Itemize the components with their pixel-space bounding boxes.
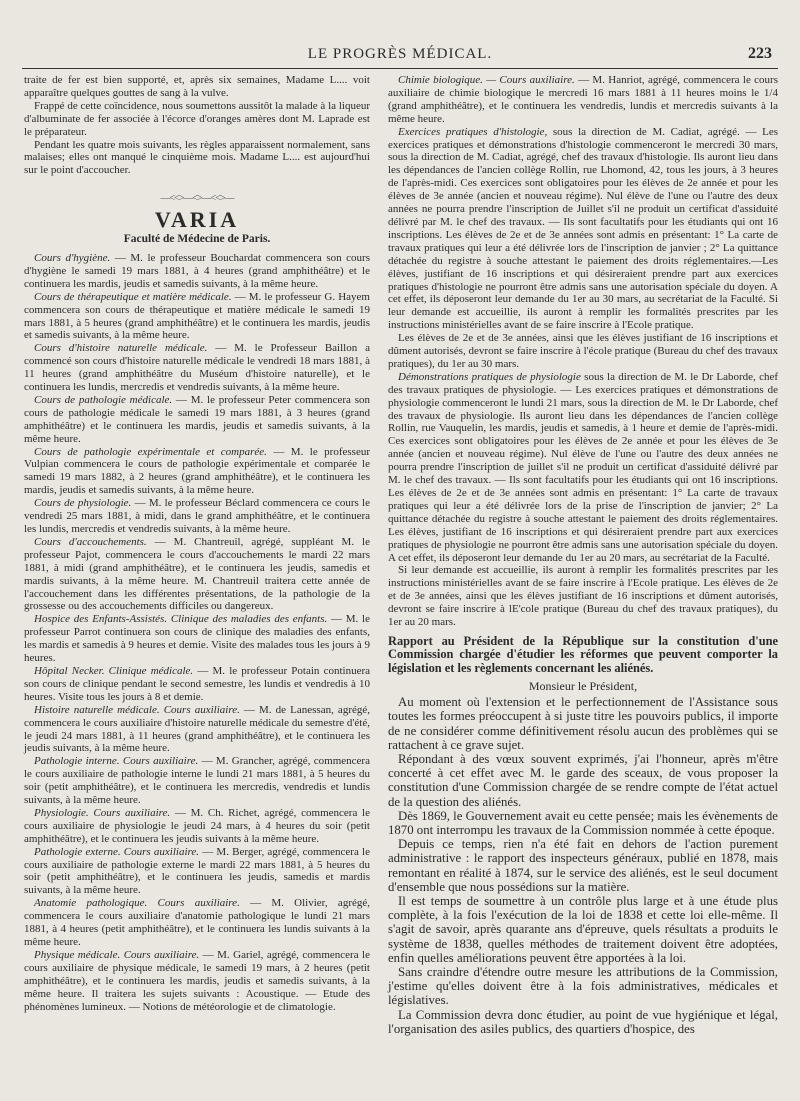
intro-paragraph: Pendant les quatre mois suivants, les règles apparaissent normalement, sans malaises; elles ont manqué le cinquième mois. Madame L.... est aujourd'hui sur le point d'accoucher. [24,138,370,177]
announcement-heading: Histoire naturelle médicale. Cours auxiliaire. [34,703,240,716]
announcement-paragraph [24,665,370,704]
announcement-paragraph [24,497,370,536]
report-paragraph: Il est temps de soumettre à un contrôle plus large et à une étude plus complète, à la fois l'exécution de la loi de 1838 et cette loi elle-même. Il s'agit de savoir, après quarante ans d'épreuve, quels résultats a produits le système de 1838, quelles méthodes de traitement doivent être adoptées, enfin quelles améliorations peuvent être apportées à la loi. [388,893,778,965]
section-subtitle: Faculté de Médecine de Paris. [123,233,271,246]
announcement-paragraph [24,342,370,394]
announcement-text: — M. le professeur Vulpian commencera le cours de pathologie expérimentale et comparée le samedi 19 mars 1882, à 2 heures (grand amphithéâtre), et le continuera les mardis, jeudis et samedis suivants, à la même heure. [24,445,370,497]
announcement-text: — M. Chantreuil, agrégé, suppléant M. le professeur Pajot, commencera le cours d'accouchements le mardi 22 mars 1881, à midi (grand amphithéâtre), et le continuera les jeudis, samedis et mardis suivants, à la même heure. M. Chantreuil traitera cette année de l'accouchement dans les différentes présentations, de la pathologie de la grossesse ou des accouchements difficiles ou dangereux. [24,535,370,613]
announcement-heading: Exercices pratiques d'histologie, [398,125,548,138]
announcement-heading: Cours de pathologie expérimentale et comparée. [34,445,267,458]
announcement-heading: Cours d'hygiène. [34,251,111,264]
announcement-heading: Pathologie interne. Cours auxiliaire. [34,755,199,768]
announcement-heading: Cours de physiologie. [34,497,132,510]
announcement-heading: Cours de pathologie médicale. [34,393,173,406]
announcement-heading: Hospice des Enfants-Assistés. Clinique des maladies des enfants. [34,613,328,626]
report-paragraph: Répondant à des vœux souvent exprimés, j'ai l'honneur, après m'être concerté à cet effet avec M. le garde des sceaux, de vous proposer la constitution d'une Commission chargée de se rendre compte de l'état actuel de la question des aliénés. [388,751,778,809]
announcement-heading: Anatomie pathologique. Cours auxiliaire. [34,897,240,910]
announcement-heading: Physique médicale. Cours auxiliaire. [34,948,200,961]
announcement-heading: Cours d'histoire naturelle médicale. [34,342,208,355]
announcement-heading: Démonstrations pratiques de physiologie [398,370,581,383]
right-column [388,74,778,1036]
announcement-text: — M. Hanriot, agrégé, commencera le cours auxiliaire de chimie biologique le mercredi 16 mars 1881 à 11 heures moins le 1/4 (grand amphithéâtre), et le continuera les vendredis, lundis et mercredis suivants à la même heure. [388,74,778,125]
report-salutation: Monsieur le Président, [528,679,638,694]
section-title: VARIA [154,207,240,233]
announcement-heading: Pathologie externe. Cours auxiliaire. [34,845,200,858]
announcement-text: — M. Grancher, agrégé, commencera le cours auxiliaire de pathologie interne le lundi 21 mars 1881, à 5 heures du soir (petit amphithéâtre), et le continuera les mercredis, vendredis et lundis suivants, à la même heure. [24,755,370,807]
announcement-paragraph [24,613,370,665]
announcement-text: — M. de Lanessan, agrégé, commencera le cours auxiliaire d'histoire naturelle médicale du semestre d'été, le jeudi 24 mars 1881, à 11 heures (grand amphithéâtre), et le continuera les jeudis suivants, à la même heure. [24,703,370,755]
announcement-text: — M. le professeur Béclard commencera ce cours le vendredi 25 mars 1881, à midi, dans le grand amphithéâtre, et le continuera les lundis, mercredis et vendredis suivants, à la même heure. [24,497,370,535]
announcement-paragraph [24,807,370,846]
intro-paragraph: traite de fer est bien supporté, et, après six semaines, Madame L.... voit apparaître quelques gouttes de sang à la vulve. [24,74,370,99]
announcement-paragraph [24,446,370,498]
announcement-text: — M. Ch. Richet, agrégé, commencera le cours auxiliaire de physiologie le jeudi 24 mars, à 4 heures du soir (petit amphithéâtre), et le continuera les jeudis suivants à la même heure. [24,806,370,845]
announcement-heading: Physiologie. Cours auxiliaire. [34,806,171,819]
report-paragraph: Depuis ce temps, rien n'a été fait en dehors de l'action purement administrative : le rapport des inspecteurs généraux, publié en 1878, mais remontant en réalité à 1874, sur le service des aliénés, est le seul document d'ensemble que nous possédions sur la matière. [388,837,778,894]
report-paragraph: Dès 1869, le Gouvernement avait eu cette pensée; mais les évènements de 1870 ont interrompu les travaux de la Commission nommée à cette époque. [388,808,778,837]
announcement-text: — M. Berger, agrégé, commencera le cours auxiliaire de pathologie externe le mardi 22 mars 1881, à 5 heures du soir (petit amphithéâtre), et le continuera les jeudis, samedis et mardis suivants, à la même heure. [24,845,370,897]
announcement-heading: Chimie biologique. — Cours auxiliaire. [398,74,575,86]
announcement-text: sous la direction de M. le Dr Laborde, chef des travaux pratiques de physiologie. — Les exercices pratiques et démonstrations de physiologie commenceront le lundi 21 mars, sous la direction de M. le Dr Laborde, chef des travaux de physiologie. Ils auront lieu dans les dépendances de l'ancien collège Rollin, rue Vauquelin, les mardis, jeudis et samedis, à 1 heure et demie de l'après-midi. Ces exercices sont obligatoires pour les élèves de 2e année et pour les élèves de 3e année (ancien et nouveau régime). Nul élève de l'une ou l'autre des deux années ne pourra prendre l'inscription de juillet s'il ne produit un certificat d'assiduité délivré par M. le chef des travaux. — Ils sont facultatifs pour les étudiants qui ont 16 inscriptions. Les élèves de 2e et de 3e années sont admis en présentant: 1° La carte de travaux pratiques qui leur a été délivrée lors de la prise de l'inscription de janvier; 2° La quittance détachée du registre à souche attestant le paiement des droits réglementaires. Les élèves, justifiant de 16 inscriptions et qui désireraient prendre part aux exercices pratiques de physiologie ne pourront être admis sans une autorisation spéciale du doyen. A cet effet, ils déposeront leur demande du 1er au 20 mars, au secrétariat de la Faculté. [388,370,778,564]
running-header [22,44,778,69]
announcement-text: — M. le professeur Potain continuera son cours de clinique pendant le second semestre, les lundis et vendredis à 10 heures. Visite tous les jours à 8 et demie. [24,664,370,703]
announcement-paragraph [24,536,370,613]
announcement-paragraph [388,126,778,333]
announcement-text: sous la direction de M. Cadiat, agrégé. — Les exercices pratiques et démonstrations d'histologie commenceront le mercredi 30 mars, sous la direction de M. Cadiat, agrégé, chef des travaux d'histologie. Ils auront lieu dans les dépendances de l'ancien collège Rollin, rue Lhomond, 42, tous les jours, à 3 heures de l'après-midi. Ces exercices sont obligatoires pour les élèves de 2e année et pour les élèves de 3e année (ancien et nouveau régime). Nul élève de l'une ou l'autre des deux années ne pourra prendre l'inscription de Juillet s'il ne produit un certificat d'assiduité délivré par M. le chef des travaux. — Ils sont facultatifs pour les étudiants qui ont 16 inscriptions. Les élèves de 2e et de 3e années sont admis en présentant: 1° La carte de travaux pratiques qui leur a été délivrée lors de l'inscription de janvier ; 2° La quittance détachée du registre à souche attestant le paiement des droits réglementaires.—Les élèves, justifiant de 16 inscriptions et qui désireraient prendre part aux exercices pratiques d'histologie ne pourront être admis sans une autorisation spéciale du doyen. A cet effet, ils déposeront leur demande du 1er au 30 mars, au secrétariat de la Faculté. Si leur demande est accueillie, ils auront à remplir les formalités prescrites par les instructions ministérielles avant de se faire inscrire à l'Ecole pratique. [388,125,778,332]
announcement-paragraph [24,252,370,291]
announcement-paragraph [24,949,370,1014]
announcement-heading: Cours d'accouchements. [34,535,147,548]
announcement-paragraph [388,74,778,126]
announcement-paragraph [24,897,370,949]
announcement-paragraph [388,564,778,629]
announcement-paragraph [24,394,370,446]
announcement-heading: Hôpital Necker. Clinique médicale. [34,664,194,677]
announcement-text: Les élèves de 2e et de 3e années, ainsi que les élèves justifiant de 16 inscriptions et dûment autorisés, devront se faire inscrire à l'école pratique (Bureau du chef des travaux pratiques), du 1er au 30 mars. [388,332,778,370]
announcement-text: — M. le professeur G. Hayem commencera son cours de thérapeutique et matière médicale le samedi 19 mars 1881, à 5 heures (grand amphithéâtre) et le continuera les mardis, jeudis et samedis suivants, à la même heure. [24,290,370,342]
announcement-paragraph [388,332,778,371]
journal-title: LE PROGRÈS MÉDICAL. [307,46,493,62]
intro-paragraph: Frappé de cette coïncidence, nous soumettons aussitôt la malade à la liqueur d'albuminate de fer associée à l'écorce d'oranges amères dont M. Laprade est le préparateur. [24,99,370,138]
report-title: Rapport au Président de la République sur la constitution d'une Commission chargée d'étudier les réformes que peuvent comporter la législation et les règlements concernant les aliénés. [388,633,778,675]
report-paragraph: Sans craindre d'étendre outre mesure les attributions de la Commission, j'estime qu'elles doivent être à la fois administratives, médicales et législatives. [388,964,778,1008]
announcement-text: — M. le professeur Bouchardat commencera son cours d'hygiène le samedi 19 mars 1881, à 4 heures (grand amphithéâtre) et le continuera les mardis, jeudis et samedis suivants, à la même heure. [24,251,370,290]
page-number: 223 [748,45,772,62]
announcement-text: — M. le professeur Peter commencera son cours de pathologie médicale le samedi 19 mars 1881, à 3 heures (grand amphithéâtre) et le continuera les mardis, jeudis et samedis suivants, à la même heure. [24,393,370,445]
announcement-paragraph [24,755,370,807]
ornamental-separator: —<<>—<>—<<>— [160,193,234,205]
announcement-text: — M. Gariel, agrégé, commencera le cours auxiliaire de physique médicale, le samedi 19 mars, à 2 heures (petit amphithéâtre), et le continuera les mardis, jeudis et samedis suivants, à la même heure. Il traitera les sujets suivants : Acoustique. — Etude des phénomènes lumineux. — Notions de météorologie et de climatologie. [24,948,370,1013]
announcement-paragraph [388,371,778,565]
announcement-paragraph [24,291,370,343]
announcement-heading: Cours de thérapeutique et matière médicale. [34,290,232,303]
announcement-text: — M. Olivier, agrégé, commencera le cours auxiliaire d'anatomie pathologique le lundi 21 mars 1881, à 4 heures (petit amphithéâtre), et le continuera les lundis suivants à la même heure. [24,897,370,948]
announcement-paragraph [24,846,370,898]
report-paragraph: La Commission devra donc étudier, au point de vue hygiénique et légal, l'organisation des asiles publics, des quartiers d'hospice, des [388,1007,778,1036]
announcement-text: — M. le Professeur Baillon a commencé son cours d'histoire naturelle médicale le vendredi 18 mars 1881, à 11 heures (grand amphithéâtre du Muséum d'histoire naturelle), et le continuera les lundis, mercredis et vendredis suivants, à la même heure. [24,342,370,394]
announcement-text: Si leur demande est accueillie, ils auront à remplir les formalités prescrites par les instructions ministérielles avant de se faire inscrire à l'Ecole pratique. Les élèves de 2e et de 3e années, ainsi que les élèves justifiant de 16 inscriptions et dûment autorisés, devront se faire inscrire à lE'cole pratique (Bureau du chef des travaux pratiques), du 1er au 20 mars. [388,564,778,629]
announcement-text: — M. le professeur Parrot continuera son cours de clinique des maladies des enfants, les mardis et samedis à 9 heures et demie. Visite des malades tous les jours à 9 heures. [24,613,370,665]
announcement-paragraph [24,704,370,756]
left-column [24,74,370,1013]
practical-exercises-announcements [388,74,778,629]
report-paragraph: Au moment où l'extension et le perfectionnement de l'Assistance sous toutes les formes préoccupent à si juste titre les pouvoirs publics, il importe de ne considérer comme définitivement résolu aucun des problèmes qui se rattachent à ce grave sujet. [388,695,778,752]
report-body [388,695,778,1036]
course-announcements [24,252,370,1013]
